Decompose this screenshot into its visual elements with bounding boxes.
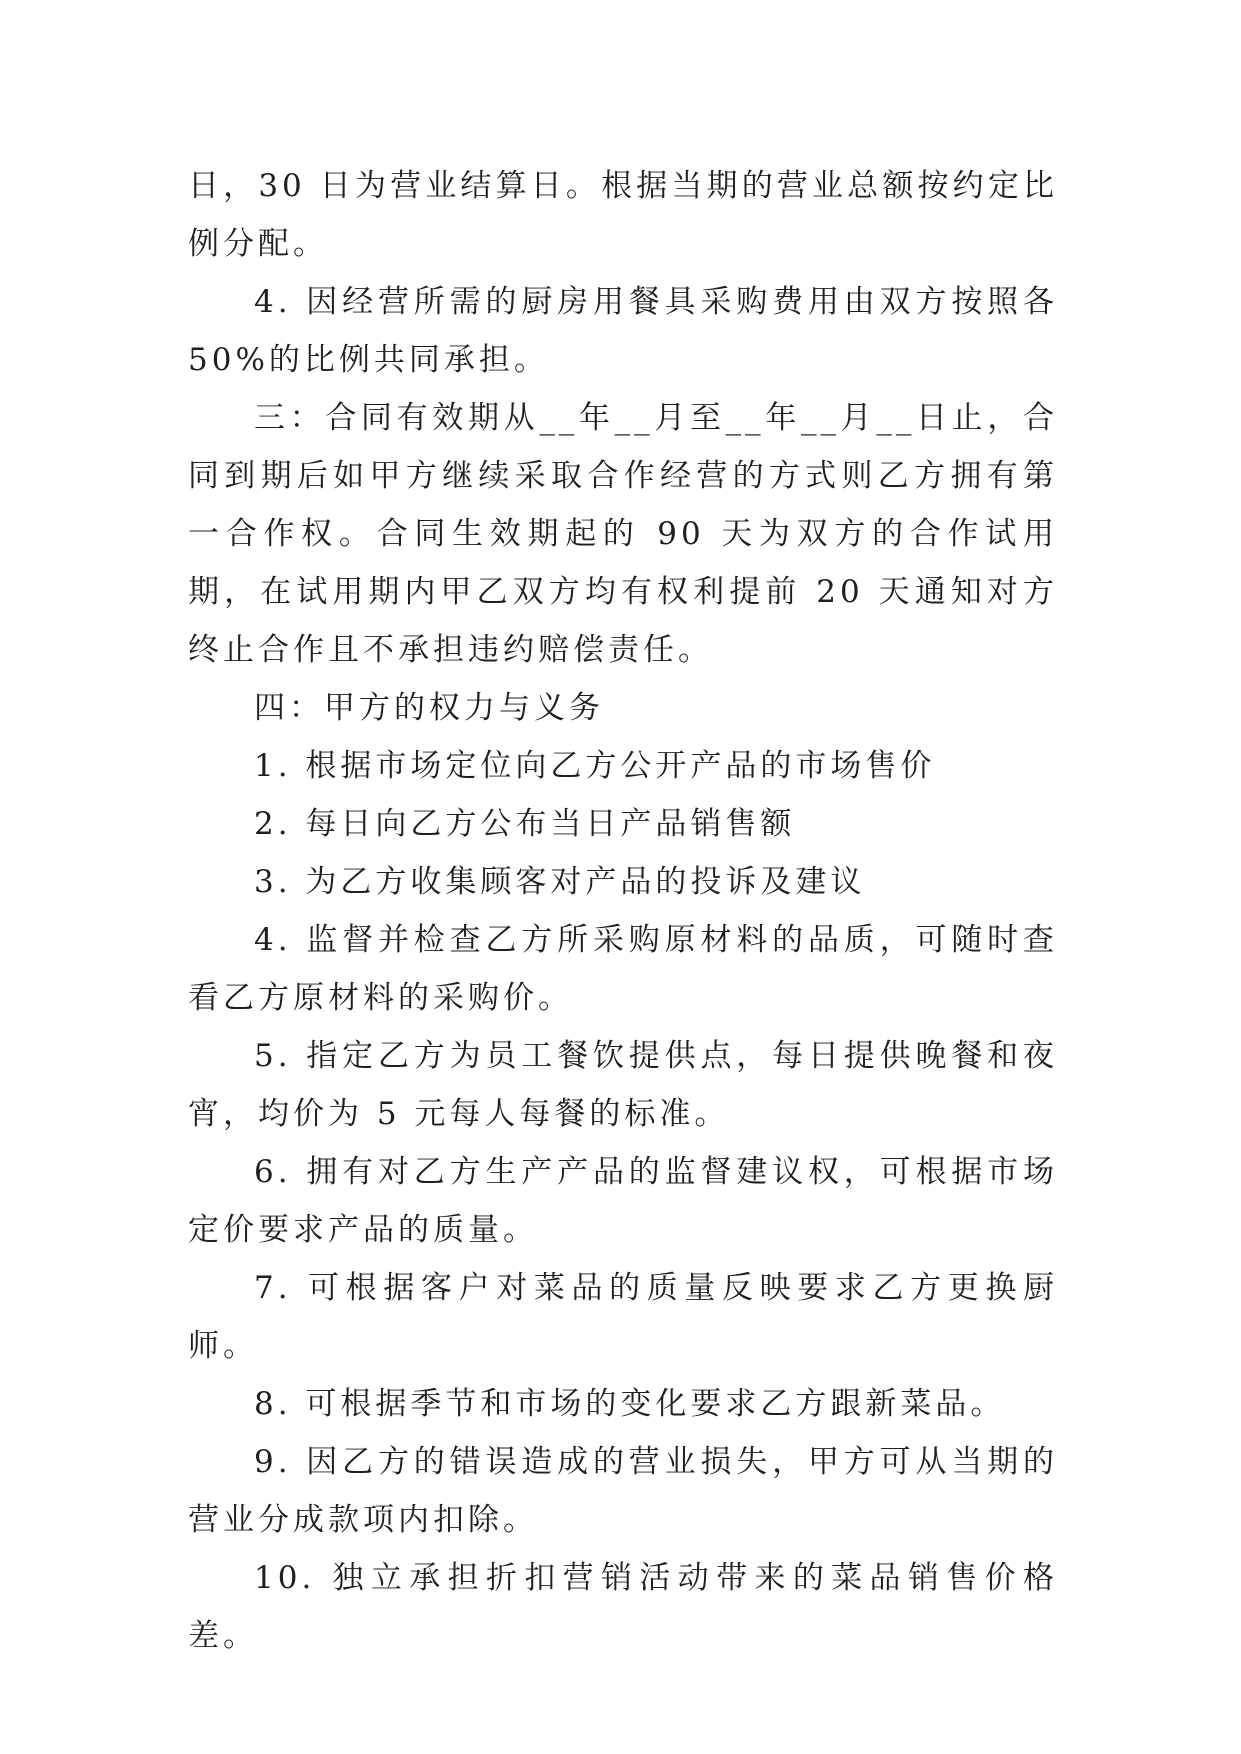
list-item-1: 1. 根据市场定位向乙方公开产品的市场售价 bbox=[254, 748, 936, 784]
list-item-8: 8. 可根据季节和市场的变化要求乙方跟新菜品。 bbox=[254, 1386, 1006, 1422]
list-item-9: 9. 因乙方的错误造成的营业损失，甲方可从当期的营业分成款项内扣除。 bbox=[188, 1444, 1058, 1538]
list-item-2: 2. 每日向乙方公布当日产品销售额 bbox=[254, 806, 796, 842]
list-item-10: 10. 独立承担折扣营销活动带来的菜品销售价格差。 bbox=[188, 1560, 1058, 1654]
paragraph-contract-term: 三：合同有效期从__年__月至__年__月__日止，合同到期后如甲方继续采取合作经营的方式则乙方拥有第一合作权。合同生效期起的 90 天为双方的合作试用期，在试用期内甲乙双方均有权利提前 20 天通知对方终止合作且不承担违约赔偿责任。 bbox=[188, 400, 1058, 668]
paragraph-tableware-cost: 4. 因经营所需的厨房用餐具采购费用由双方按照各 50%的比例共同承担。 bbox=[188, 284, 1058, 378]
document-body bbox=[188, 157, 1058, 1665]
list-item-7: 7. 可根据客户对菜品的质量反映要求乙方更换厨师。 bbox=[188, 1270, 1058, 1364]
list-item-3: 3. 为乙方收集顾客对产品的投诉及建议 bbox=[254, 864, 866, 900]
paragraph-settlement-date: 日，30 日为营业结算日。根据当期的营业总额按约定比例分配。 bbox=[188, 168, 1058, 262]
list-item-5: 5. 指定乙方为员工餐饮提供点，每日提供晚餐和夜宵，均价为 5 元每人每餐的标准。 bbox=[188, 1038, 1058, 1132]
list-item-6: 6. 拥有对乙方生产产品的监督建议权，可根据市场定价要求产品的质量。 bbox=[188, 1154, 1058, 1248]
list-item-4: 4. 监督并检查乙方所采购原材料的品质，可随时查看乙方原材料的采购价。 bbox=[188, 922, 1058, 1016]
section-heading-party-a-rights: 四：甲方的权力与义务 bbox=[254, 690, 604, 726]
